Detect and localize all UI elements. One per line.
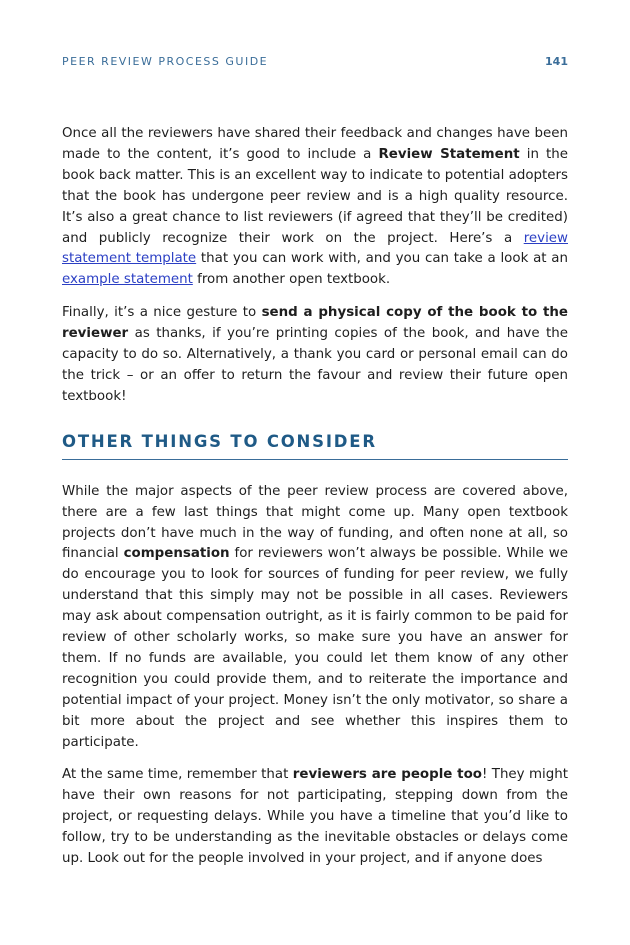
paragraph-review-statement — [62, 124, 568, 291]
text-run: At the same time, remember that — [62, 767, 293, 783]
running-header — [62, 55, 568, 71]
bold-review-statement: Review Statement — [378, 146, 520, 162]
body-text — [62, 124, 568, 882]
text-run: for reviewers won’t always be possible. While we do encourage you to look for sources of funding for peer review, we fully understand that this simply may not be possible in all cases. Reviewers may ask about compensation outright, as it is fairly common to be paid for review of other scholarly works, so make sure you have an answer for them. If no funds are available, you could let them know of any other recognition you could provide them, and to reiterate the importance and potential impact of your project. Money isn’t the only motivator, so share a bit more about the project and see whether this inspires them to participate. — [62, 546, 568, 750]
paragraph-reviewers-people — [62, 765, 568, 870]
text-run: Once all the reviewers have shared their feedback and changes have been made to the content, it’s good to include a — [62, 126, 568, 162]
text-run: as thanks, if you’re printing copies of the book, and have the capacity to do so. Alternatively, a thank you card or personal email can do the trick – or an offer to return the favour and review their future open textbook! — [62, 326, 568, 404]
text-run: from another open textbook. — [192, 272, 391, 288]
text-run: Finally, it’s a nice gesture to — [62, 305, 262, 321]
example-statement-link[interactable]: example statement — [62, 272, 193, 288]
section-heading: OTHER THINGS TO CONSIDER — [62, 432, 568, 460]
text-run: that you can work with, and you can take a look at an — [196, 251, 568, 267]
bold-compensation: compensation — [123, 546, 230, 562]
page-number: 141 — [545, 55, 568, 68]
running-title: PEER REVIEW PROCESS GUIDE — [62, 55, 269, 68]
bold-send-physical-copy: send a physical copy of the book to the reviewer — [62, 305, 568, 342]
review-statement-template-link[interactable]: review statement template — [62, 230, 568, 267]
paragraph-compensation — [62, 482, 568, 754]
text-run: ! They might have their own reasons for not participating, stepping down from the project, or requesting delays. While you have a timeline that you’d like to follow, try to be understanding as the inevitable obstacles or delays come up. Look out for the people involved in your project, and if anyone does — [62, 767, 568, 867]
text-run: in the book back matter. This is an excellent way to indicate to potential adopters that the book has undergone peer review and is a high quality resource. It’s also a great chance to list reviewers (if agreed that they’ll be credited) and publicly recognize their work on the project. Here’s a — [62, 146, 568, 246]
paragraph-physical-copy — [62, 303, 568, 408]
text-run: While the major aspects of the peer review process are covered above, there are a few last things that might come up. Many open textbook projects don’t have much in the way of funding, and often none at all, so financial — [62, 483, 568, 562]
bold-reviewers-people: reviewers are people too — [292, 767, 482, 783]
